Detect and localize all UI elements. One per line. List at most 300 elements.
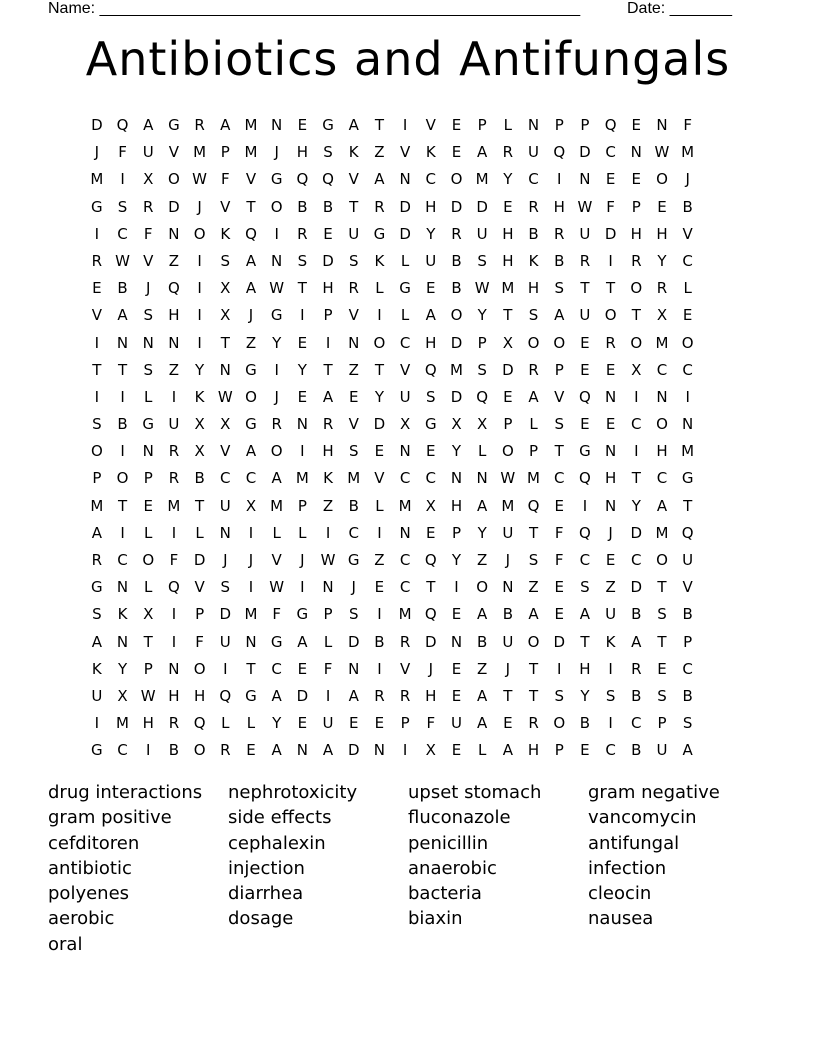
grid-letter: D bbox=[553, 632, 565, 651]
grid-letter: T bbox=[220, 333, 230, 352]
grid-letter: S bbox=[657, 605, 667, 624]
word-list-item: anaerobic bbox=[408, 857, 497, 879]
grid-letter: I bbox=[300, 442, 305, 461]
grid-letter: U bbox=[450, 714, 462, 733]
grid-letter: D bbox=[502, 360, 514, 379]
grid-letter: V bbox=[425, 116, 436, 134]
grid-letter: I bbox=[685, 387, 690, 406]
word-list-item: polyenes bbox=[48, 883, 130, 905]
grid-letter: D bbox=[347, 741, 360, 760]
grid-letter: I bbox=[120, 387, 125, 406]
grid-letter: I bbox=[454, 578, 459, 597]
grid-row bbox=[84, 683, 701, 710]
grid-letter: I bbox=[223, 659, 228, 678]
word-list-item: penicillin bbox=[408, 832, 489, 854]
grid-letter: L bbox=[477, 442, 487, 461]
grid-letter: Y bbox=[195, 360, 205, 379]
grid-letter: F bbox=[323, 659, 333, 678]
grid-letter: R bbox=[374, 686, 385, 705]
grid-letter: P bbox=[451, 523, 461, 542]
grid-letter: B bbox=[579, 714, 591, 733]
grid-letter: E bbox=[426, 279, 436, 298]
grid-letter: I bbox=[94, 387, 100, 406]
grid-letter: J bbox=[274, 143, 279, 162]
grid-row bbox=[84, 574, 701, 601]
grid-letter: N bbox=[116, 632, 129, 651]
grid-letter: T bbox=[528, 686, 539, 705]
grid-letter: N bbox=[168, 333, 180, 352]
grid-letter: E bbox=[580, 415, 590, 434]
grid-letter: I bbox=[120, 523, 125, 542]
grid-letter: D bbox=[347, 632, 360, 651]
grid-letter: T bbox=[374, 360, 384, 379]
grid-letter: U bbox=[579, 306, 591, 325]
grid-letter: D bbox=[450, 197, 463, 216]
grid-letter: W bbox=[217, 387, 233, 406]
grid-letter: S bbox=[220, 251, 231, 270]
grid-letter: A bbox=[554, 306, 565, 325]
grid-letter: Z bbox=[348, 360, 359, 379]
grid-letter: S bbox=[554, 279, 564, 298]
word-list-item: gram positive bbox=[48, 807, 172, 829]
grid-letter: H bbox=[322, 442, 334, 461]
grid-letter: S bbox=[682, 714, 693, 733]
grid-letter: T bbox=[195, 496, 205, 515]
grid-letter: C bbox=[245, 469, 257, 488]
grid-letter: I bbox=[274, 360, 279, 379]
grid-row bbox=[84, 302, 701, 329]
grid-letter: J bbox=[248, 306, 254, 325]
grid-letter: P bbox=[195, 605, 205, 624]
grid-letter: Z bbox=[605, 578, 616, 597]
grid-letter: C bbox=[682, 659, 693, 678]
grid-letter: E bbox=[374, 442, 385, 461]
grid-letter: C bbox=[631, 551, 642, 569]
grid-letter: I bbox=[171, 523, 177, 542]
grid-letter: U bbox=[322, 714, 334, 733]
grid-letter: B bbox=[682, 605, 693, 624]
grid-letter: N bbox=[348, 333, 360, 352]
grid-letter: W bbox=[577, 197, 593, 216]
grid-letter: P bbox=[400, 714, 410, 733]
grid-letter: A bbox=[477, 143, 488, 162]
grid-letter: V bbox=[143, 251, 154, 270]
grid-letter: F bbox=[195, 632, 204, 651]
grid-letter: O bbox=[270, 442, 283, 461]
grid-letter: I bbox=[325, 686, 331, 705]
grid-letter: Q bbox=[579, 469, 591, 488]
grid-letter: E bbox=[580, 741, 590, 760]
grid-letter: I bbox=[171, 387, 177, 406]
grid-letter: H bbox=[425, 197, 437, 216]
word-list-item: infection bbox=[588, 857, 667, 879]
grid-letter: A bbox=[117, 306, 128, 325]
grid-letter: Y bbox=[477, 306, 487, 325]
grid-letter: D bbox=[630, 578, 643, 597]
grid-row bbox=[84, 438, 701, 465]
grid-letter: X bbox=[477, 415, 488, 434]
grid-letter: N bbox=[168, 224, 180, 243]
grid-letter: O bbox=[373, 333, 386, 352]
grid-letter: F bbox=[554, 523, 564, 542]
grid-letter: J bbox=[351, 578, 356, 597]
grid-letter: O bbox=[193, 659, 206, 678]
grid-letter: L bbox=[375, 496, 384, 515]
grid-row bbox=[84, 601, 701, 628]
grid-letter: K bbox=[220, 224, 231, 243]
grid-letter: T bbox=[503, 306, 513, 325]
grid-letter: P bbox=[92, 469, 102, 488]
grid-letter: O bbox=[656, 551, 668, 569]
grid-letter: B bbox=[631, 605, 642, 624]
grid-letter: X bbox=[425, 496, 436, 515]
grid-letter: F bbox=[683, 116, 692, 134]
grid-letter: U bbox=[142, 143, 154, 162]
grid-letter: E bbox=[426, 523, 436, 542]
word-list-item: vancomycin bbox=[588, 807, 697, 829]
grid-letter: N bbox=[116, 578, 129, 597]
grid-letter: E bbox=[374, 578, 385, 597]
grid-letter: Z bbox=[477, 659, 488, 678]
grid-letter: Q bbox=[424, 551, 437, 569]
grid-letter: E bbox=[451, 605, 462, 624]
grid-letter: X bbox=[631, 360, 642, 379]
grid-letter: T bbox=[246, 659, 256, 678]
grid-letter: N bbox=[399, 170, 411, 189]
grid-letter: G bbox=[270, 306, 283, 325]
word-list-item: nausea bbox=[588, 908, 654, 930]
grid-letter: Y bbox=[657, 251, 667, 270]
grid-letter: Y bbox=[374, 387, 384, 406]
grid-letter: I bbox=[325, 523, 331, 542]
grid-letter: A bbox=[528, 387, 539, 406]
grid-letter: E bbox=[605, 551, 616, 569]
grid-letter: E bbox=[554, 578, 564, 597]
word-list-item: cleocin bbox=[588, 883, 652, 905]
letter-grid bbox=[84, 112, 701, 765]
grid-letter: E bbox=[657, 659, 667, 678]
grid-letter: M bbox=[527, 469, 540, 488]
grid-letter: A bbox=[271, 741, 282, 760]
grid-row bbox=[84, 520, 701, 547]
grid-letter: C bbox=[605, 741, 616, 760]
grid-letter: O bbox=[476, 578, 489, 597]
grid-letter: G bbox=[168, 116, 180, 134]
grid-letter: Z bbox=[374, 143, 385, 162]
grid-letter: R bbox=[528, 197, 539, 216]
grid-letter: C bbox=[553, 469, 565, 488]
grid-letter: C bbox=[117, 224, 128, 243]
grid-letter: A bbox=[579, 605, 591, 624]
grid-letter: R bbox=[631, 251, 642, 270]
grid-letter: K bbox=[425, 143, 436, 162]
grid-letter: T bbox=[631, 469, 641, 488]
grid-letter: A bbox=[91, 523, 102, 542]
grid-letter: N bbox=[450, 632, 463, 651]
grid-letter: H bbox=[193, 686, 206, 705]
grid-letter: U bbox=[348, 224, 360, 243]
grid-letter: R bbox=[451, 224, 462, 243]
grid-letter: I bbox=[171, 605, 177, 624]
grid-letter: Q bbox=[476, 387, 489, 406]
grid-letter: Z bbox=[477, 551, 488, 569]
grid-letter: D bbox=[425, 632, 437, 651]
grid-letter: K bbox=[374, 251, 385, 270]
grid-letter: K bbox=[323, 469, 333, 488]
grid-letter: H bbox=[527, 279, 540, 298]
grid-letter: G bbox=[373, 224, 386, 243]
grid-letter: G bbox=[270, 170, 283, 189]
grid-letter: E bbox=[297, 387, 308, 406]
grid-letter: V bbox=[271, 551, 282, 569]
grid-letter: T bbox=[657, 632, 667, 651]
grid-letter: D bbox=[579, 143, 591, 162]
grid-letter: Y bbox=[117, 659, 128, 678]
grid-letter: U bbox=[656, 741, 668, 760]
grid-letter: B bbox=[528, 224, 539, 243]
grid-letter: I bbox=[634, 442, 639, 461]
word-list-item: bacteria bbox=[408, 883, 482, 905]
grid-letter: O bbox=[553, 333, 566, 352]
grid-letter: S bbox=[117, 197, 128, 216]
grid-letter: C bbox=[399, 551, 411, 569]
grid-letter: E bbox=[554, 605, 564, 624]
grid-letter: Z bbox=[168, 251, 180, 270]
grid-letter: H bbox=[168, 686, 180, 705]
grid-letter: L bbox=[221, 714, 230, 733]
word-list-item: fluconazole bbox=[408, 807, 511, 829]
grid-letter: M bbox=[398, 496, 412, 515]
grid-letter: E bbox=[297, 659, 308, 678]
grid-letter: J bbox=[505, 659, 511, 678]
grid-letter: I bbox=[300, 578, 305, 597]
grid-letter: I bbox=[197, 306, 202, 325]
grid-letter: R bbox=[631, 659, 642, 678]
grid-letter: X bbox=[451, 415, 462, 434]
grid-letter: F bbox=[118, 143, 127, 162]
grid-letter: N bbox=[604, 442, 617, 461]
grid-row bbox=[84, 629, 701, 656]
word-list-item: oral bbox=[48, 933, 83, 955]
grid-letter: A bbox=[271, 686, 282, 705]
word-list-item: diarrhea bbox=[228, 883, 304, 905]
grid-letter: J bbox=[685, 170, 690, 189]
grid-letter: R bbox=[502, 143, 514, 162]
grid-letter: L bbox=[400, 251, 410, 270]
grid-letter: H bbox=[322, 279, 334, 298]
grid-letter: H bbox=[502, 251, 514, 270]
grid-letter: Q bbox=[527, 496, 540, 515]
grid-letter: N bbox=[348, 659, 360, 678]
grid-letter: W bbox=[269, 279, 285, 298]
grid-letter: T bbox=[580, 279, 590, 298]
grid-letter: B bbox=[682, 197, 693, 216]
grid-letter: N bbox=[271, 251, 283, 270]
grid-letter: I bbox=[120, 442, 125, 461]
grid-letter: U bbox=[425, 251, 437, 270]
grid-letter: S bbox=[92, 415, 102, 434]
grid-letter: N bbox=[245, 632, 257, 651]
grid-letter: U bbox=[219, 496, 231, 515]
grid-letter: T bbox=[683, 496, 693, 515]
grid-letter: O bbox=[193, 224, 206, 243]
grid-letter: S bbox=[143, 306, 153, 325]
grid-letter: D bbox=[373, 415, 386, 434]
grid-letter: B bbox=[477, 632, 488, 651]
grid-letter: O bbox=[501, 442, 514, 461]
grid-letter: B bbox=[348, 496, 359, 515]
grid-letter: H bbox=[502, 224, 514, 243]
grid-letter: V bbox=[682, 224, 693, 243]
grid-letter: V bbox=[554, 387, 565, 406]
grid-letter: N bbox=[322, 578, 334, 597]
grid-letter: A bbox=[322, 387, 334, 406]
grid-letter: U bbox=[579, 224, 591, 243]
grid-letter: N bbox=[682, 415, 694, 434]
grid-letter: P bbox=[503, 415, 513, 434]
grid-letter: N bbox=[399, 523, 411, 542]
grid-letter: D bbox=[604, 224, 617, 243]
grid-letter: X bbox=[220, 279, 231, 298]
grid-row bbox=[84, 493, 701, 520]
grid-letter: L bbox=[375, 279, 384, 298]
grid-letter: S bbox=[554, 415, 564, 434]
grid-letter: I bbox=[248, 523, 254, 542]
word-list-item: aerobic bbox=[48, 908, 115, 930]
grid-letter: I bbox=[171, 632, 177, 651]
grid-letter: A bbox=[245, 251, 257, 270]
grid-letter: R bbox=[168, 714, 180, 733]
grid-letter: Y bbox=[631, 496, 641, 515]
grid-letter: E bbox=[92, 279, 102, 298]
grid-letter: A bbox=[91, 632, 102, 651]
grid-letter: D bbox=[193, 551, 206, 569]
grid-letter: N bbox=[373, 741, 386, 760]
grid-letter: A bbox=[245, 279, 257, 298]
grid-row bbox=[84, 275, 701, 302]
grid-letter: O bbox=[450, 306, 463, 325]
grid-letter: A bbox=[502, 741, 513, 760]
grid-letter: T bbox=[143, 632, 153, 651]
grid-row bbox=[84, 112, 701, 139]
grid-letter: O bbox=[630, 279, 643, 298]
grid-letter: L bbox=[400, 306, 410, 325]
grid-letter: G bbox=[270, 632, 283, 651]
grid-letter: G bbox=[296, 605, 309, 624]
grid-letter: D bbox=[476, 197, 488, 216]
grid-letter: L bbox=[503, 116, 513, 134]
grid-letter: E bbox=[451, 116, 462, 134]
grid-letter: O bbox=[630, 333, 643, 352]
grid-letter: J bbox=[223, 551, 228, 569]
grid-letter: D bbox=[296, 686, 309, 705]
grid-letter: E bbox=[451, 143, 462, 162]
grid-letter: H bbox=[630, 224, 642, 243]
grid-letter: T bbox=[117, 360, 128, 379]
grid-letter: T bbox=[349, 197, 359, 216]
grid-letter: I bbox=[325, 333, 331, 352]
grid-letter: T bbox=[631, 306, 641, 325]
grid-letter: C bbox=[117, 741, 128, 760]
grid-letter: W bbox=[269, 578, 285, 597]
grid-letter: Q bbox=[168, 578, 180, 597]
header-line bbox=[48, 0, 748, 20]
grid-letter: L bbox=[323, 632, 333, 651]
grid-letter: G bbox=[347, 551, 360, 569]
grid-letter: O bbox=[527, 333, 540, 352]
grid-letter: G bbox=[399, 279, 411, 298]
grid-letter: I bbox=[608, 251, 613, 270]
date-field-label: Date: _______ bbox=[627, 0, 732, 17]
grid-letter: C bbox=[528, 170, 539, 189]
grid-letter: X bbox=[194, 415, 205, 434]
grid-letter: V bbox=[348, 415, 359, 434]
grid-letter: B bbox=[631, 741, 642, 760]
grid-letter: H bbox=[604, 469, 617, 488]
grid-letter: I bbox=[197, 251, 202, 270]
grid-letter: E bbox=[451, 659, 462, 678]
grid-letter: K bbox=[117, 605, 128, 624]
grid-letter: R bbox=[271, 415, 282, 434]
grid-letter: O bbox=[90, 442, 103, 461]
grid-letter: I bbox=[248, 578, 254, 597]
grid-letter: P bbox=[477, 116, 487, 134]
word-list-item: antifungal bbox=[588, 832, 680, 854]
grid-letter: I bbox=[582, 496, 588, 515]
grid-row bbox=[84, 411, 701, 438]
word-list-item: side effects bbox=[228, 807, 332, 829]
grid-letter: M bbox=[90, 496, 104, 515]
grid-row bbox=[84, 384, 701, 411]
grid-letter: E bbox=[297, 714, 308, 733]
grid-letter: L bbox=[144, 387, 153, 406]
grid-letter: K bbox=[348, 143, 359, 162]
grid-letter: N bbox=[116, 333, 129, 352]
grid-letter: D bbox=[399, 197, 411, 216]
grid-letter: G bbox=[322, 116, 334, 134]
grid-letter: K bbox=[194, 387, 205, 406]
grid-letter: Z bbox=[528, 578, 539, 597]
grid-letter: H bbox=[425, 333, 437, 352]
grid-letter: U bbox=[682, 551, 694, 569]
grid-letter: Q bbox=[116, 116, 129, 134]
grid-letter: O bbox=[193, 741, 206, 760]
grid-letter: R bbox=[194, 116, 205, 134]
grid-letter: I bbox=[402, 116, 408, 134]
grid-letter: R bbox=[605, 333, 616, 352]
grid-letter: S bbox=[477, 251, 487, 270]
grid-letter: A bbox=[477, 686, 488, 705]
grid-letter: O bbox=[604, 306, 617, 325]
grid-letter: C bbox=[682, 251, 693, 270]
grid-letter: W bbox=[654, 143, 670, 162]
word-list-item: injection bbox=[228, 857, 305, 879]
grid-letter: G bbox=[142, 415, 155, 434]
grid-letter: Q bbox=[245, 224, 257, 243]
grid-letter: L bbox=[246, 714, 256, 733]
word-list-item: antibiotic bbox=[48, 857, 132, 879]
grid-letter: M bbox=[244, 605, 258, 624]
grid-row bbox=[84, 710, 701, 737]
grid-letter: Y bbox=[477, 523, 487, 542]
grid-letter: S bbox=[657, 686, 667, 705]
grid-letter: V bbox=[682, 578, 693, 597]
grid-letter: S bbox=[554, 686, 564, 705]
grid-letter: T bbox=[92, 360, 102, 379]
grid-row bbox=[84, 194, 701, 221]
grid-letter: C bbox=[631, 415, 642, 434]
grid-letter: Q bbox=[168, 279, 180, 298]
